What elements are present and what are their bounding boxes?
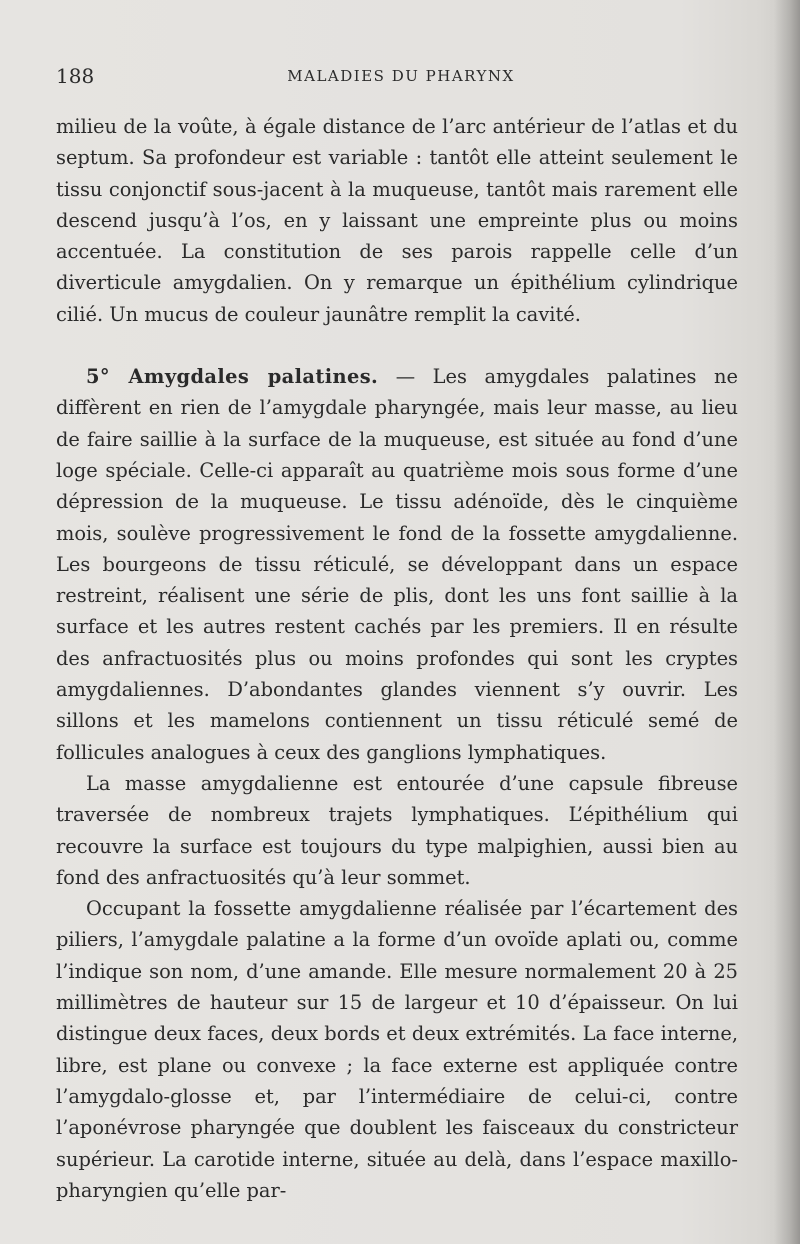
- body-text: [56, 111, 738, 1206]
- page-header: [56, 64, 746, 94]
- section-heading: 5° Amygdales palatines.: [86, 365, 379, 389]
- running-title: MALADIES DU PHARYNX: [287, 67, 515, 85]
- page-edge-shadow: [774, 0, 800, 1244]
- paragraph-3: La masse amygdalienne est entourée d’une capsule fibreuse traversée de nombreux trajets lymphatiques. L’épithélium qui recouvre la surface est toujours du type malpighien, aussi bien au fond des anfractuosités qu’à leur sommet.: [56, 771, 738, 889]
- paragraph-1: milieu de la voûte, à égale distance de l’arc antérieur de l’atlas et du septum. Sa profondeur est variable : tantôt elle atteint seulement le tissu conjonctif sous-jacent à la muqueuse, tantôt mais rarement elle descend jusqu’à l’os, en y laissant une empreinte plus ou moins accentuée. La constitution de ses parois rappelle celle d’un diverticule amygdalien. On y remarque un épithélium cylindrique cilié. Un mucus de couleur jaunâtre remplit la cavité.: [56, 115, 738, 326]
- page-number: 188: [56, 64, 95, 88]
- paragraph-2-text: — Les amygdales palatines ne diffèrent en rien de l’amygdale pharyngée, mais leur masse, au lieu de faire saillie à la surface de la muqueuse, est située au fond d’une loge spéciale. Celle-ci apparaît au quatrième mois sous forme d’une dépression de la muqueuse. Le tissu adénoïde, dès le cinquième mois, soulève progressivement le fond de la fossette amygdalienne. Les bourgeons de tissu réticulé, se développant dans un espace restreint, réalisent une série de plis, dont les uns font saillie à la surface et les autres restent cachés par les premiers. Il en résulte des anfractuosités plus ou moins profondes qui sont les cryptes amygdaliennes. D’abondantes glandes viennent s’y ouvrir. Les sillons et les mamelons contiennent un tissu réticulé semé de follicules analogues à ceux des ganglions lymphatiques.: [56, 365, 738, 764]
- paragraph-4: Occupant la fossette amygdalienne réalisée par l’écartement des piliers, l’amygdale palatine a la forme d’un ovoïde aplati ou, comme l’indique son nom, d’une amande. Elle mesure normalement 20 à 25 millimètres de hauteur sur 15 de largeur et 10 d’épaisseur. On lui distingue deux faces, deux bords et deux extrémités. La face interne, libre, est plane ou convexe ; la face externe est appliquée contre l’amygdalo-glosse et, par l’intermédiaire de celui-ci, contre l’aponévrose pharyngée que doublent les faisceaux du constricteur supérieur. La carotide interne, située au delà, dans l’espace maxillo-pharyngien qu’elle par-: [56, 897, 738, 1202]
- paragraph-2: [56, 361, 738, 768]
